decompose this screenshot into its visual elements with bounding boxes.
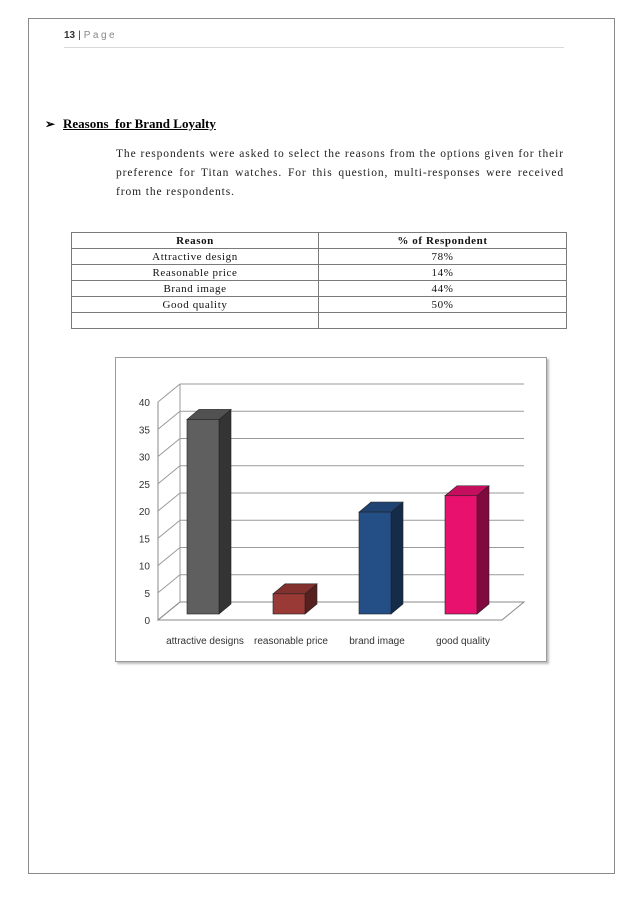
table-row bbox=[72, 281, 567, 297]
x-category-label: reasonable price bbox=[254, 636, 328, 647]
table-row bbox=[72, 265, 567, 281]
y-tick-label: 0 bbox=[144, 616, 150, 627]
table-header-percent: % of Respondent bbox=[319, 233, 567, 249]
header-rule bbox=[64, 47, 564, 48]
y-tick-label: 35 bbox=[138, 425, 150, 437]
y-tick-label: 25 bbox=[138, 479, 150, 491]
table-row bbox=[72, 249, 567, 265]
page-word: Page bbox=[83, 30, 118, 41]
bar-chart bbox=[115, 357, 547, 662]
x-category-label: attractive designs bbox=[166, 636, 244, 647]
table-cell-percent: 14% bbox=[319, 265, 567, 281]
x-category-label: good quality bbox=[436, 636, 490, 647]
table-header-row bbox=[72, 233, 567, 249]
bar bbox=[273, 594, 305, 614]
bar-side bbox=[391, 502, 403, 614]
page-number: 13 bbox=[64, 30, 76, 41]
y-tick-label: 15 bbox=[138, 534, 150, 546]
gridline-diagonal bbox=[158, 384, 180, 402]
page-separator: | bbox=[78, 30, 81, 41]
y-tick-label: 20 bbox=[138, 507, 150, 518]
arrow-bullet-icon: ➢ bbox=[45, 117, 56, 131]
table-cell-reason: Good quality bbox=[72, 297, 319, 313]
y-tick-label: 10 bbox=[138, 561, 150, 573]
section-heading bbox=[45, 116, 216, 132]
bar bbox=[187, 419, 219, 614]
table-cell-reason bbox=[72, 313, 319, 329]
x-category-label: brand image bbox=[349, 636, 405, 647]
section-title: Reasons for Brand Loyalty bbox=[63, 116, 216, 131]
gridline-diagonal bbox=[158, 520, 180, 538]
table-cell-percent: 78% bbox=[319, 249, 567, 265]
bar bbox=[445, 496, 477, 614]
bar-side bbox=[219, 409, 231, 614]
page-header bbox=[64, 30, 564, 41]
gridline-diagonal bbox=[158, 548, 180, 566]
bar-chart-svg bbox=[116, 358, 546, 661]
y-tick-label: 5 bbox=[144, 588, 150, 600]
gridline-diagonal bbox=[158, 575, 180, 593]
table-cell-reason: Brand image bbox=[72, 281, 319, 297]
table-header-reason: Reason bbox=[72, 233, 319, 249]
table-cell-reason: Reasonable price bbox=[72, 265, 319, 281]
table-cell-reason: Attractive design bbox=[72, 249, 319, 265]
gridline-diagonal bbox=[158, 439, 180, 457]
gridline-diagonal bbox=[158, 466, 180, 484]
table-row-empty bbox=[72, 313, 567, 329]
table-cell-percent bbox=[319, 313, 567, 329]
gridline-diagonal bbox=[158, 493, 180, 511]
reasons-table bbox=[71, 232, 567, 329]
gridline-diagonal bbox=[158, 411, 180, 429]
y-tick-label: 40 bbox=[138, 398, 150, 409]
intro-paragraph: The respondents were asked to select the reasons from the options given for their preference for Titan watches. For this question, multi-responses were received from the respondents. bbox=[116, 148, 564, 198]
bar bbox=[359, 512, 391, 614]
bar-side bbox=[477, 486, 489, 614]
y-tick-label: 30 bbox=[138, 452, 150, 464]
table-cell-percent: 44% bbox=[319, 281, 567, 297]
table-cell-percent: 50% bbox=[319, 297, 567, 313]
table-row bbox=[72, 297, 567, 313]
